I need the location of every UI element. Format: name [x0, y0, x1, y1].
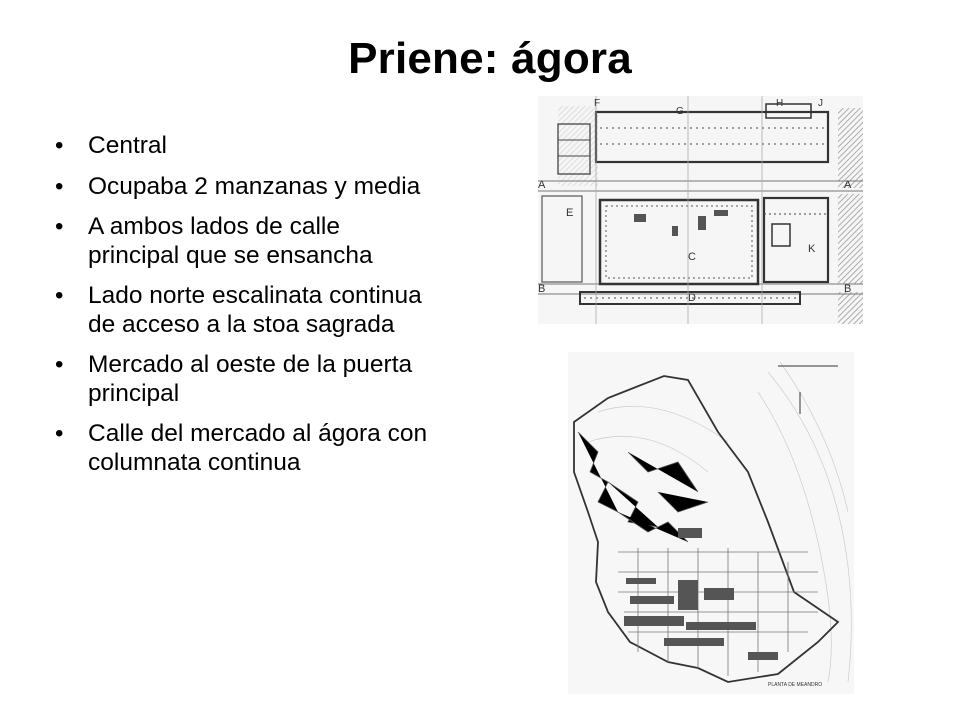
bullet-item [52, 282, 432, 339]
bullet-dot-icon: • [55, 213, 64, 240]
plan-label-a-left: A [538, 179, 546, 191]
plan-label-k: K [808, 243, 816, 255]
bullet-item [52, 351, 432, 408]
plan-label-j: J [818, 98, 823, 109]
plan-label-h: H [776, 98, 784, 109]
bullet-text: Mercado al oeste de la puerta principal [88, 351, 413, 407]
plan-label-f: F [594, 98, 601, 109]
bullet-text: Ocupaba 2 manzanas y media [88, 172, 421, 200]
bullet-item [52, 213, 432, 270]
bullet-dot-icon: • [55, 282, 64, 309]
plan-label-a-right: A [844, 179, 852, 191]
bullet-text: Calle del mercado al ágora con columnata continua [88, 420, 428, 476]
bullet-list [52, 132, 432, 489]
plan-label-e: E [566, 207, 574, 219]
bullet-text: A ambos lados de calle principal que se ensancha [88, 213, 373, 269]
plan-label-d: D [688, 292, 696, 304]
bullet-item [52, 173, 432, 202]
plan-label-b-left: B [538, 283, 546, 295]
plan-label-g: G [676, 106, 684, 117]
plan-label-c: C [688, 251, 696, 263]
bullet-text: Central [88, 132, 167, 159]
bullet-dot-icon: • [55, 132, 64, 159]
bullet-dot-icon: • [55, 420, 64, 447]
bullet-dot-icon: • [55, 351, 64, 378]
priene-site-plan-figure [568, 352, 854, 694]
bullet-text: Lado norte escalinata continua de acceso a la stoa sagrada [88, 282, 422, 338]
site-plan-drawing [568, 352, 854, 694]
agora-plan-figure [538, 96, 863, 324]
agora-plan-drawing [538, 96, 863, 324]
slide-title: Priene: ágora [348, 34, 632, 83]
bullet-item [52, 420, 432, 477]
bullet-dot-icon: • [55, 172, 64, 200]
site-plan-label: PLANTA DE MEANDRO [768, 682, 823, 688]
bullet-item [52, 132, 432, 161]
plan-label-b-right: B [844, 283, 852, 295]
